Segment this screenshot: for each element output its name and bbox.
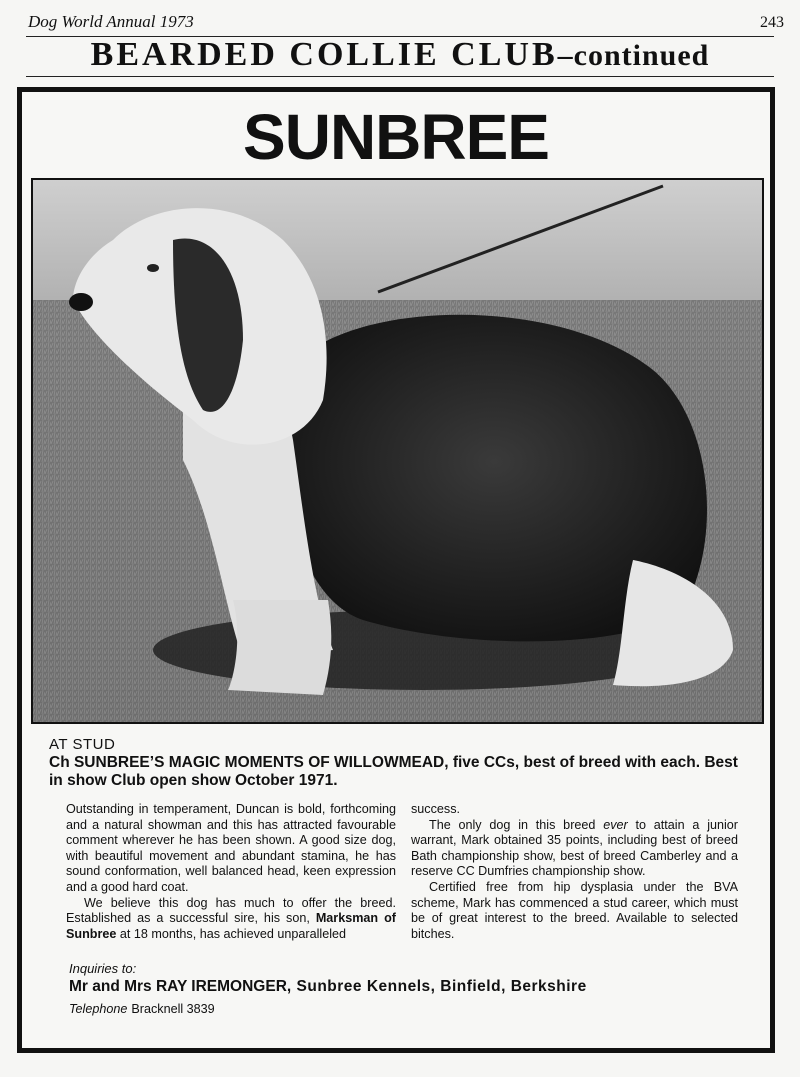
- dog-photo: [31, 178, 764, 724]
- paragraph-junior-warrant: [411, 818, 738, 880]
- running-title: [0, 36, 800, 74]
- page-number: 243: [760, 14, 784, 31]
- owner-address: , Sunbree Kennels, Binfield, Berkshire: [286, 978, 587, 995]
- dog-title: Ch SUNBREE’S MAGIC MOMENTS OF WILLOWMEAD, five CCs, best of breed with each. Best in show Club open show October 1971.: [49, 754, 738, 789]
- warrant-text-b: to attain a junior warrant, Mark obtained 35 points, including best of breed Bath championship show, best of breed Camberley and a reserve CC Dumfries championship show.: [411, 817, 738, 879]
- header-rule-lower: [26, 76, 774, 77]
- telephone-label: Telephone: [69, 1002, 128, 1016]
- paragraph-success: success.: [411, 802, 460, 816]
- paragraph-hip-dysplasia: Certified free from hip dysplasia under the BVA scheme, Mark has commenced a stud career, which must be of great interest to the breed. Available to selected bitches.: [411, 879, 738, 941]
- breed-text-a: We believe this dog has much to offer the breed. Established as a successful sire, his son,: [66, 895, 396, 926]
- publication-title: Dog World Annual 1973: [28, 12, 194, 31]
- paragraph-breed: [66, 896, 396, 943]
- at-stud-label: AT STUD: [49, 736, 116, 753]
- running-title-continued: –continued: [557, 39, 710, 72]
- warrant-text-a: The only dog in this breed: [429, 817, 604, 832]
- owner-name: Mr and Mrs RAY IREMONGER: [69, 978, 287, 995]
- telephone-number: Bracknell 3839: [131, 1002, 215, 1016]
- inquiries-label: Inquiries to:: [69, 961, 137, 976]
- telephone-line: [69, 1002, 215, 1016]
- kennel-name-heading: SUNBREE: [243, 101, 549, 173]
- body-column-left: [66, 802, 396, 942]
- body-column-right: [411, 802, 738, 942]
- running-title-main: BEARDED COLLIE CLUB: [90, 36, 558, 73]
- breed-text-b: at 18 months, has achieved unparalleled: [116, 926, 347, 941]
- contact-line: [69, 978, 587, 996]
- warrant-emphasis: ever: [603, 817, 628, 832]
- paragraph-temperament: Outstanding in temperament, Duncan is bold, forthcoming and a natural showman and this has attracted favourable comment wherever he has been shown. A good size dog, with beautiful movement and abundant stamina, he has sound conformation, well balanced head, keen expression and a good hard coat.: [66, 802, 396, 894]
- son-name: Marksman of Sunbree: [66, 911, 396, 941]
